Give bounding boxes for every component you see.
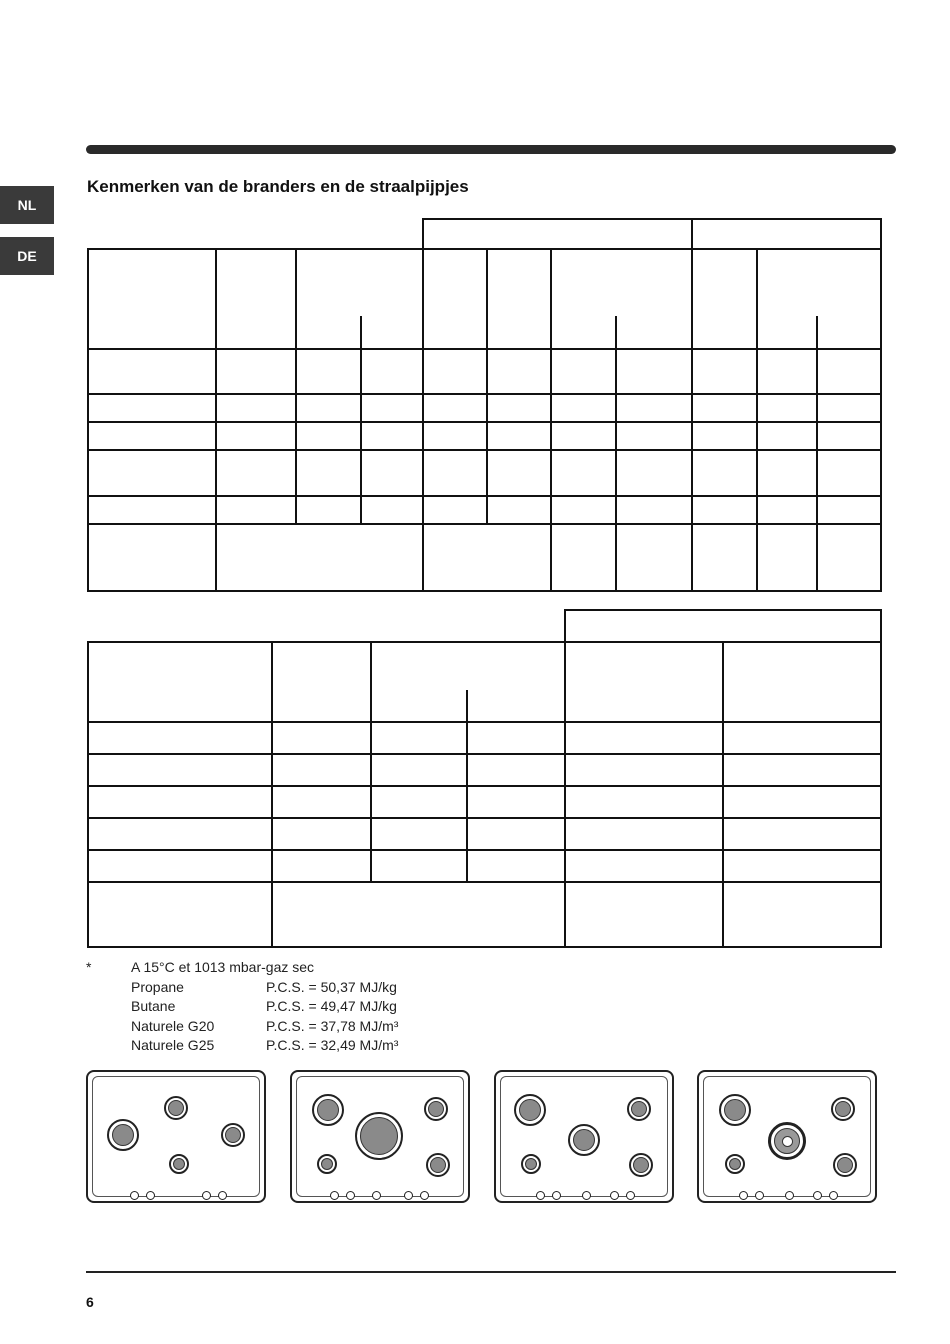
burner-icon (317, 1154, 337, 1174)
knob-icon (610, 1191, 619, 1200)
burner-table-1 (88, 219, 881, 591)
hob-diagram-4 (697, 1070, 877, 1203)
knob-icon (404, 1191, 413, 1200)
burner-icon (833, 1153, 857, 1177)
footnote-marker: * (86, 959, 92, 975)
knob-icon (146, 1191, 155, 1200)
knob-icon (739, 1191, 748, 1200)
burner-icon (725, 1154, 745, 1174)
burner-icon (312, 1094, 344, 1126)
gas-value: P.C.S. = 49,47 MJ/kg (266, 998, 397, 1014)
hob-diagram-1 (86, 1070, 266, 1203)
burner-icon (629, 1153, 653, 1177)
burner-icon (355, 1112, 403, 1160)
burner-icon (514, 1094, 546, 1126)
burner-icon (426, 1153, 450, 1177)
burner-icon (107, 1119, 139, 1151)
language-tab-de[interactable]: DE (0, 237, 54, 275)
knob-icon (130, 1191, 139, 1200)
burner-icon (521, 1154, 541, 1174)
burner-icon (627, 1097, 651, 1121)
burner-icon (169, 1154, 189, 1174)
burner-table-2 (88, 610, 881, 947)
knob-icon (755, 1191, 764, 1200)
bottom-rule (86, 1271, 896, 1273)
gas-value: P.C.S. = 50,37 MJ/kg (266, 978, 397, 995)
footnote-row (131, 997, 397, 1017)
knob-icon (626, 1191, 635, 1200)
knob-icon (552, 1191, 561, 1200)
footnote-row (131, 978, 397, 998)
footnote-row (131, 1017, 398, 1037)
gas-value: P.C.S. = 32,49 MJ/m³ (266, 1037, 399, 1053)
page-number: 6 (86, 1294, 94, 1310)
gas-name: Propane (131, 978, 184, 995)
knob-icon (202, 1191, 211, 1200)
knob-icon (218, 1191, 227, 1200)
hob-diagram-3 (494, 1070, 674, 1203)
burner-icon (719, 1094, 751, 1126)
burner-icon (831, 1097, 855, 1121)
knob-icon (582, 1191, 591, 1200)
burner-icon (221, 1123, 245, 1147)
knob-icon (536, 1191, 545, 1200)
gas-name: Naturele G20 (131, 1017, 215, 1034)
page-title: Kenmerken van de branders en de straalpijpjes (87, 177, 469, 196)
language-tab-nl[interactable]: NL (0, 186, 54, 224)
gas-value: P.C.S. = 37,78 MJ/m³ (266, 1017, 399, 1034)
burner-icon (568, 1124, 600, 1156)
footnote-conditions: A 15°C et 1013 mbar-gaz sec (131, 959, 315, 975)
knob-icon (372, 1191, 381, 1200)
burner-icon (164, 1096, 188, 1120)
footnote-row (131, 1036, 398, 1056)
gas-name: Butane (131, 998, 176, 1014)
knob-icon (813, 1191, 822, 1200)
hob-diagram-2 (290, 1070, 470, 1203)
knob-icon (829, 1191, 838, 1200)
knob-icon (330, 1191, 339, 1200)
wok-burner-icon (768, 1122, 806, 1160)
knob-icon (420, 1191, 429, 1200)
knob-icon (346, 1191, 355, 1200)
gas-name: Naturele G25 (131, 1037, 215, 1053)
knob-icon (785, 1191, 794, 1200)
burner-icon (424, 1097, 448, 1121)
